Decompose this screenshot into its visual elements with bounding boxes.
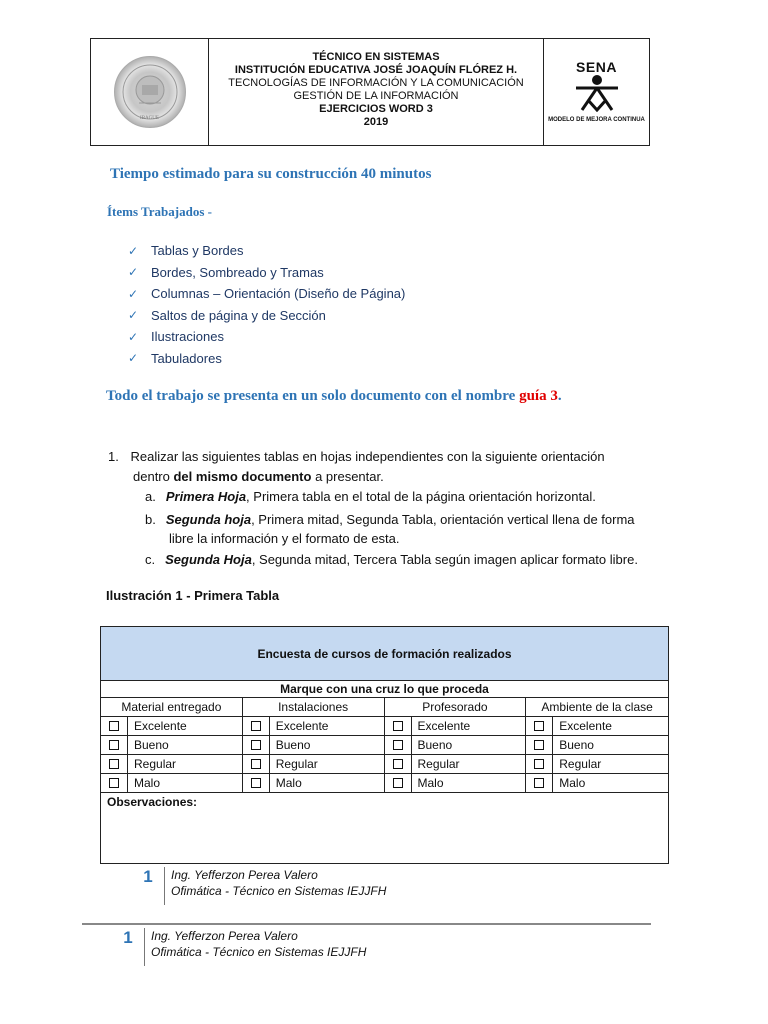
submission-end: .	[557, 388, 562, 404]
list-item	[128, 348, 405, 370]
checkbox[interactable]	[243, 755, 270, 773]
seal-caption: IBAGUE	[140, 116, 159, 121]
items-title: Ítems Trabajados -	[107, 204, 212, 219]
checkbox[interactable]	[385, 736, 412, 754]
exercise-b-label: b.	[145, 512, 156, 527]
footer-divider	[164, 867, 165, 905]
checkbox[interactable]	[385, 717, 412, 735]
survey-subtitle: Marque con una cruz lo que proceda	[101, 681, 668, 698]
item-label: Saltos de página y de Sección	[151, 307, 326, 323]
file-name-highlight: guía 3	[519, 388, 558, 404]
footer-rule	[82, 923, 651, 925]
exercise-c	[145, 550, 638, 570]
sena-caption: MODELO DE MEJORA CONTINUA	[548, 117, 645, 123]
option-label: Bueno	[275, 738, 311, 752]
checkbox[interactable]	[526, 736, 553, 754]
list-item	[128, 240, 405, 262]
table-row	[526, 774, 668, 793]
footer-text	[151, 928, 366, 960]
option-label: Regular	[417, 757, 460, 771]
estimated-time: Tiempo estimado para su construcción 40 minutos	[110, 166, 432, 182]
option-label: Excelente	[559, 719, 612, 733]
column-header: Instalaciones	[243, 698, 384, 717]
institution-seal-icon	[114, 56, 186, 128]
exercise-a-label: a.	[145, 489, 156, 504]
option-label: Bueno	[559, 738, 594, 752]
header-title-block	[209, 39, 544, 145]
footer-text	[171, 867, 386, 899]
option-label: Excelente	[417, 719, 471, 733]
page-footer	[118, 928, 366, 966]
exercise-a-em: Primera Hoja	[165, 489, 247, 504]
document-header	[90, 38, 650, 146]
page-number: 1	[143, 867, 153, 886]
checkbox[interactable]	[101, 736, 128, 754]
checkbox[interactable]	[243, 736, 270, 754]
option-label: Excelente	[134, 719, 187, 733]
sena-logo-icon	[570, 74, 624, 112]
check-icon: ✓	[128, 243, 139, 258]
checkbox[interactable]	[385, 755, 412, 773]
table-row	[243, 736, 384, 755]
list-item	[128, 305, 405, 327]
table-row	[243, 717, 384, 736]
survey-column	[243, 698, 385, 793]
item-label: Bordes, Sombreado y Tramas	[151, 264, 324, 280]
header-line-1: TÉCNICO EN SISTEMAS	[312, 51, 440, 63]
survey-grid	[101, 698, 668, 793]
table-row	[243, 755, 384, 774]
sena-logo-cell	[544, 39, 649, 145]
exercise-a	[145, 487, 596, 507]
checkbox[interactable]	[243, 774, 270, 792]
image-footer	[138, 867, 386, 905]
exercise-line-2	[133, 467, 384, 487]
survey-table	[100, 626, 669, 864]
option-label: Bueno	[134, 738, 169, 752]
sena-name: SENA	[576, 59, 617, 75]
table-row	[243, 774, 384, 793]
survey-title: Encuesta de cursos de formación realizados	[101, 627, 668, 681]
option-label: Malo	[417, 776, 444, 790]
exercise-1	[108, 447, 605, 467]
column-header: Profesorado	[385, 698, 526, 717]
check-icon: ✓	[128, 265, 139, 280]
items-list	[128, 240, 405, 369]
option-label: Excelente	[275, 719, 329, 733]
table-row	[101, 736, 242, 755]
checkbox[interactable]	[526, 717, 553, 735]
checkbox[interactable]	[526, 774, 553, 792]
exercise-c-text: , Segunda mitad, Tercera Tabla según imagen aplicar formato libre.	[251, 552, 638, 567]
survey-column	[101, 698, 243, 793]
exercise-a-text: , Primera tabla en el total de la página orientación horizontal.	[246, 489, 596, 504]
check-icon: ✓	[128, 308, 139, 323]
checkbox[interactable]	[526, 755, 553, 773]
header-line-5: EJERCICIOS WORD 3	[319, 103, 433, 115]
table-row	[385, 736, 526, 755]
exercise-line-2-bold: del mismo documento	[173, 469, 312, 484]
table-row	[101, 774, 242, 793]
header-line-6: 2019	[363, 116, 389, 128]
column-header: Material entregado	[101, 698, 242, 717]
checkbox[interactable]	[101, 774, 128, 792]
option-label: Bueno	[417, 738, 453, 752]
footer-author: Ing. Yefferzon Perea Valero	[171, 868, 318, 882]
submission-note	[106, 388, 562, 405]
column-header: Ambiente de la clase	[526, 698, 668, 717]
exercise-b-text-2: libre la información y el formato de esta.	[169, 531, 400, 546]
list-item	[128, 262, 405, 284]
exercise-b	[145, 510, 635, 530]
illustration-caption: Ilustración 1 - Primera Tabla	[106, 588, 280, 603]
exercise-c-em: Segunda Hoja	[165, 552, 252, 567]
table-row	[385, 717, 526, 736]
item-label: Ilustraciones	[151, 329, 224, 345]
exercise-c-label: c.	[145, 552, 156, 567]
header-line-2: INSTITUCIÓN EDUCATIVA JOSÉ JOAQUÍN FLÓREZ H.	[234, 64, 518, 76]
table-row	[385, 755, 526, 774]
list-item	[128, 326, 405, 348]
option-label: Regular	[134, 757, 177, 771]
check-icon: ✓	[128, 329, 139, 344]
table-row	[526, 736, 668, 755]
table-row	[101, 717, 242, 736]
exercise-number: 1.	[108, 449, 119, 464]
page-number: 1	[123, 928, 133, 947]
option-label: Malo	[559, 776, 586, 790]
checkbox[interactable]	[243, 717, 270, 735]
exercise-b-text: , Primera mitad, Segunda Tabla, orientación vertical llena de forma	[251, 512, 635, 527]
survey-column	[526, 698, 668, 793]
option-label: Regular	[275, 757, 318, 771]
checkbox[interactable]	[101, 717, 128, 735]
table-row	[526, 717, 668, 736]
institution-logo-cell	[91, 39, 209, 145]
footer-author: Ing. Yefferzon Perea Valero	[151, 929, 298, 943]
table-row	[101, 755, 242, 774]
submission-text: Todo el trabajo se presenta en un solo documento con el nombre	[106, 388, 520, 404]
survey-column	[385, 698, 527, 793]
checkbox[interactable]	[101, 755, 128, 773]
checkbox[interactable]	[385, 774, 412, 792]
option-label: Malo	[134, 776, 161, 790]
header-line-4: GESTIÓN DE LA INFORMACIÓN	[293, 90, 459, 102]
footer-course: Ofimática - Técnico en Sistemas IEJJFH	[171, 884, 387, 898]
option-label: Regular	[559, 757, 602, 771]
exercise-line-2-pre: dentro	[133, 469, 174, 484]
table-row	[526, 755, 668, 774]
exercise-line-1: Realizar las siguientes tablas en hojas independientes con la siguiente orientación	[130, 449, 605, 464]
check-icon: ✓	[128, 286, 139, 301]
check-icon: ✓	[128, 351, 139, 366]
list-item	[128, 283, 405, 305]
exercise-b-em: Segunda hoja	[165, 512, 252, 527]
exercise-line-2-post: a presentar.	[311, 469, 384, 484]
footer-divider	[144, 928, 145, 966]
item-label: Columnas – Orientación (Diseño de Página)	[151, 286, 406, 302]
item-label: Tabuladores	[151, 350, 222, 366]
observations-label: Observaciones:	[107, 795, 198, 809]
footer-course: Ofimática - Técnico en Sistemas IEJJFH	[151, 945, 367, 959]
option-label: Malo	[275, 776, 302, 790]
header-line-3: TECNOLOGÍAS DE INFORMACIÓN Y LA COMUNICACIÓN	[228, 77, 524, 89]
table-row	[385, 774, 526, 793]
item-label: Tablas y Bordes	[151, 243, 244, 259]
